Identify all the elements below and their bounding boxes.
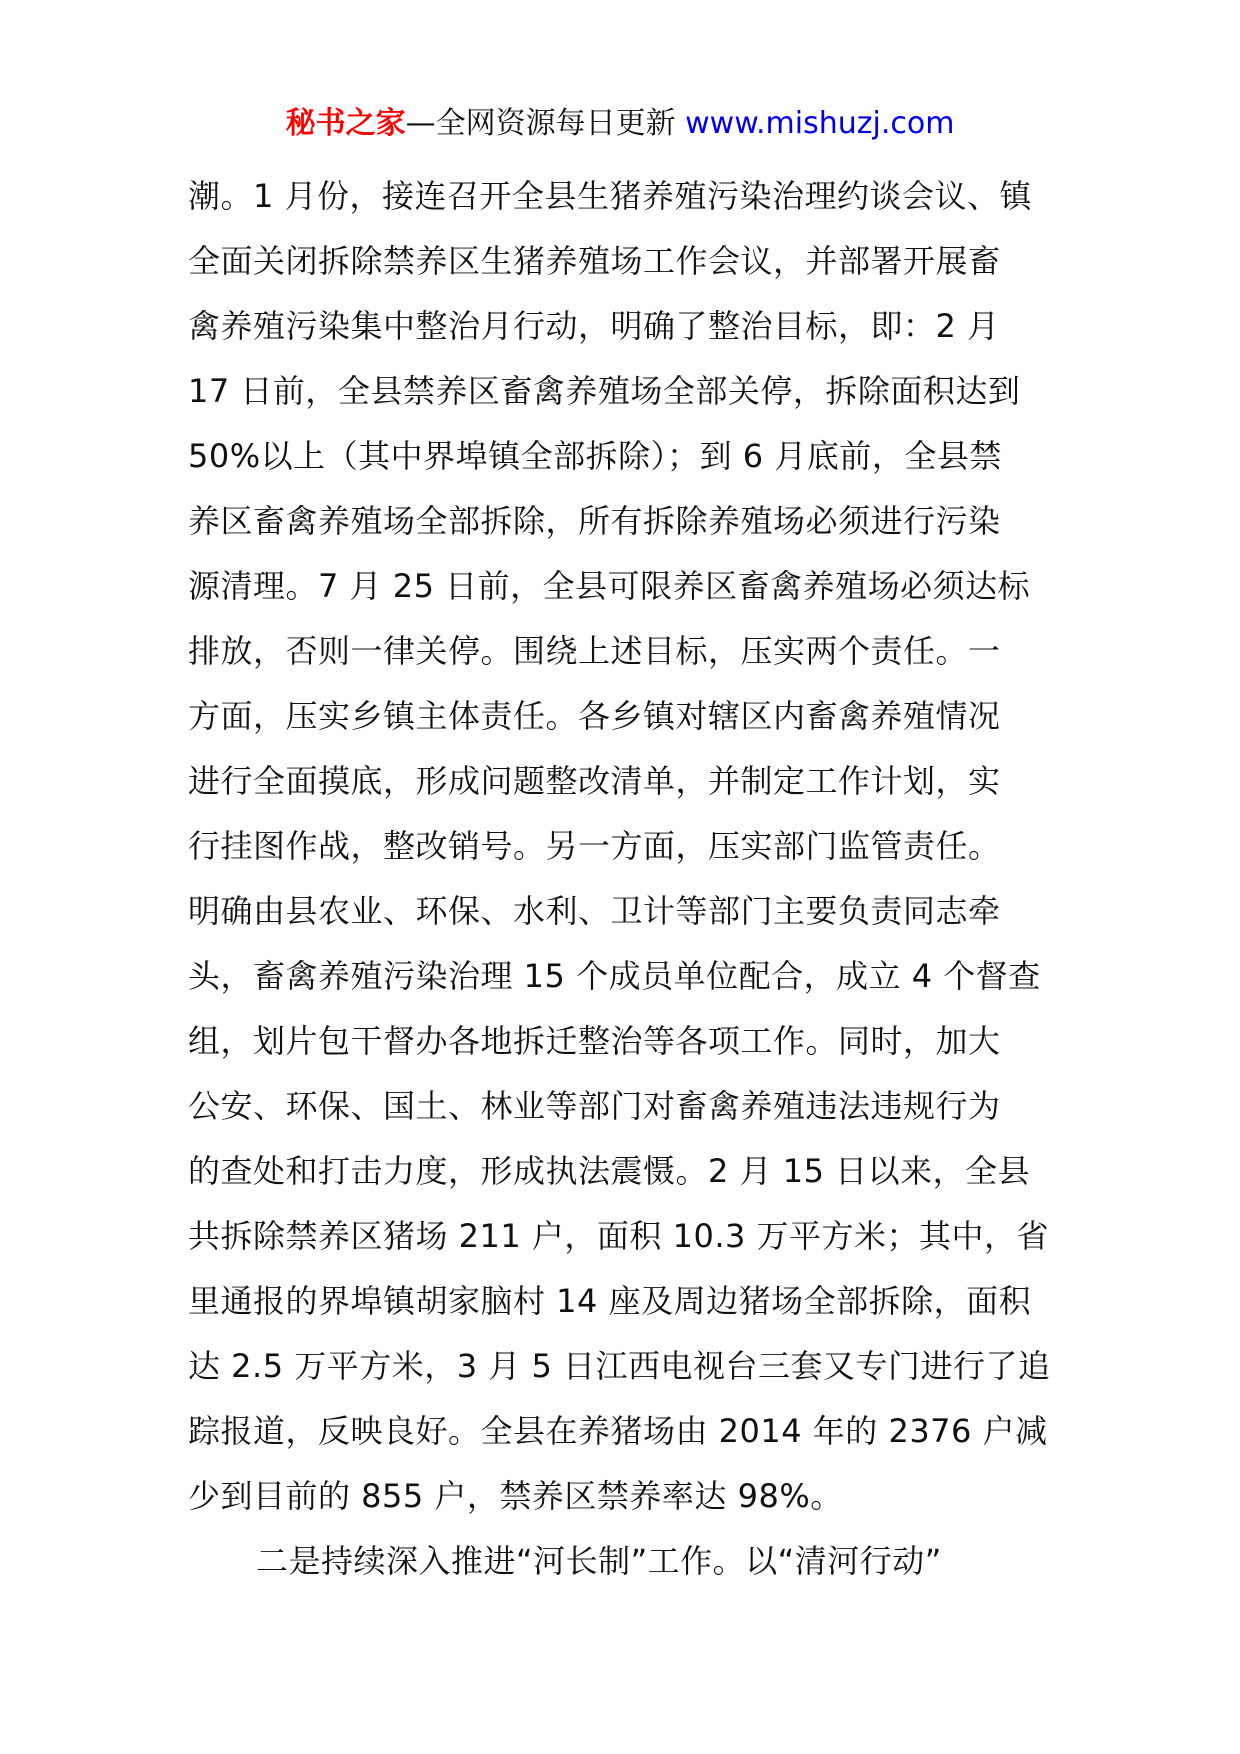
text-line: 头，畜禽养殖污染治理 15 个成员单位配合，成立 4 个督查 — [188, 957, 1041, 995]
text-line: 组，划片包干督办各地拆迁整治等各项工作。同时，加大 — [188, 1022, 1001, 1060]
text-line: 潮。1 月份，接连召开全县生猪养殖污染治理约谈会议、镇 — [188, 177, 1033, 215]
text-line: 共拆除禁养区猪场 211 户，面积 10.3 万平方米；其中，省 — [188, 1217, 1050, 1255]
text-line: 行挂图作战，整改销号。另一方面，压实部门监管责任。 — [188, 827, 1001, 865]
text-line: 二是持续深入推进“河长制”工作。以“清河行动” — [256, 1542, 942, 1580]
text-line: 50%以上（其中界埠镇全部拆除）；到 6 月底前，全县禁 — [188, 437, 1002, 475]
text-line: 源清理。7 月 25 日前，全县可限养区畜禽养殖场必须达标 — [188, 567, 1031, 605]
text-line: 全面关闭拆除禁养区生猪养殖场工作会议，并部署开展畜 — [188, 242, 1001, 280]
text-line: 里通报的界埠镇胡家脑村 14 座及周边猪场全部拆除，面积 — [188, 1282, 1032, 1320]
brand-name: 秘书之家 — [285, 106, 406, 141]
paragraph-1 — [188, 164, 1068, 1529]
text-line: 排放，否则一律关停。围绕上述目标，压实两个责任。一 — [188, 632, 1001, 670]
text-line: 的查处和打击力度，形成执法震慑。2 月 15 日以来，全县 — [188, 1152, 1031, 1190]
site-header — [0, 104, 1240, 144]
text-line: 17 日前，全县禁养区畜禽养殖场全部关停，拆除面积达到 — [188, 372, 1021, 410]
site-url[interactable]: www.mishuzj.com — [685, 106, 955, 141]
text-line: 明确由县农业、环保、水利、卫计等部门主要负责同志牵 — [188, 892, 1001, 930]
paragraph-2 — [188, 1529, 1068, 1594]
text-line: 少到目前的 855 户，禁养区禁养率达 98%。 — [188, 1477, 843, 1515]
text-line: 方面，压实乡镇主体责任。各乡镇对辖区内畜禽养殖情况 — [188, 697, 1001, 735]
text-line: 踪报道，反映良好。全县在养猪场由 2014 年的 2376 户减 — [188, 1412, 1048, 1450]
document-body — [188, 164, 1068, 1594]
text-line: 公安、环保、国土、林业等部门对畜禽养殖违法违规行为 — [188, 1087, 1001, 1125]
text-line: 达 2.5 万平方米，3 月 5 日江西电视台三套又专门进行了追 — [188, 1347, 1051, 1385]
header-tagline: —全网资源每日更新 — [405, 106, 686, 141]
text-line: 进行全面摸底，形成问题整改清单，并制定工作计划，实 — [188, 762, 1001, 800]
text-line: 禽养殖污染集中整治月行动，明确了整治目标，即：2 月 — [188, 307, 1000, 345]
text-line: 养区畜禽养殖场全部拆除，所有拆除养殖场必须进行污染 — [188, 502, 1001, 540]
